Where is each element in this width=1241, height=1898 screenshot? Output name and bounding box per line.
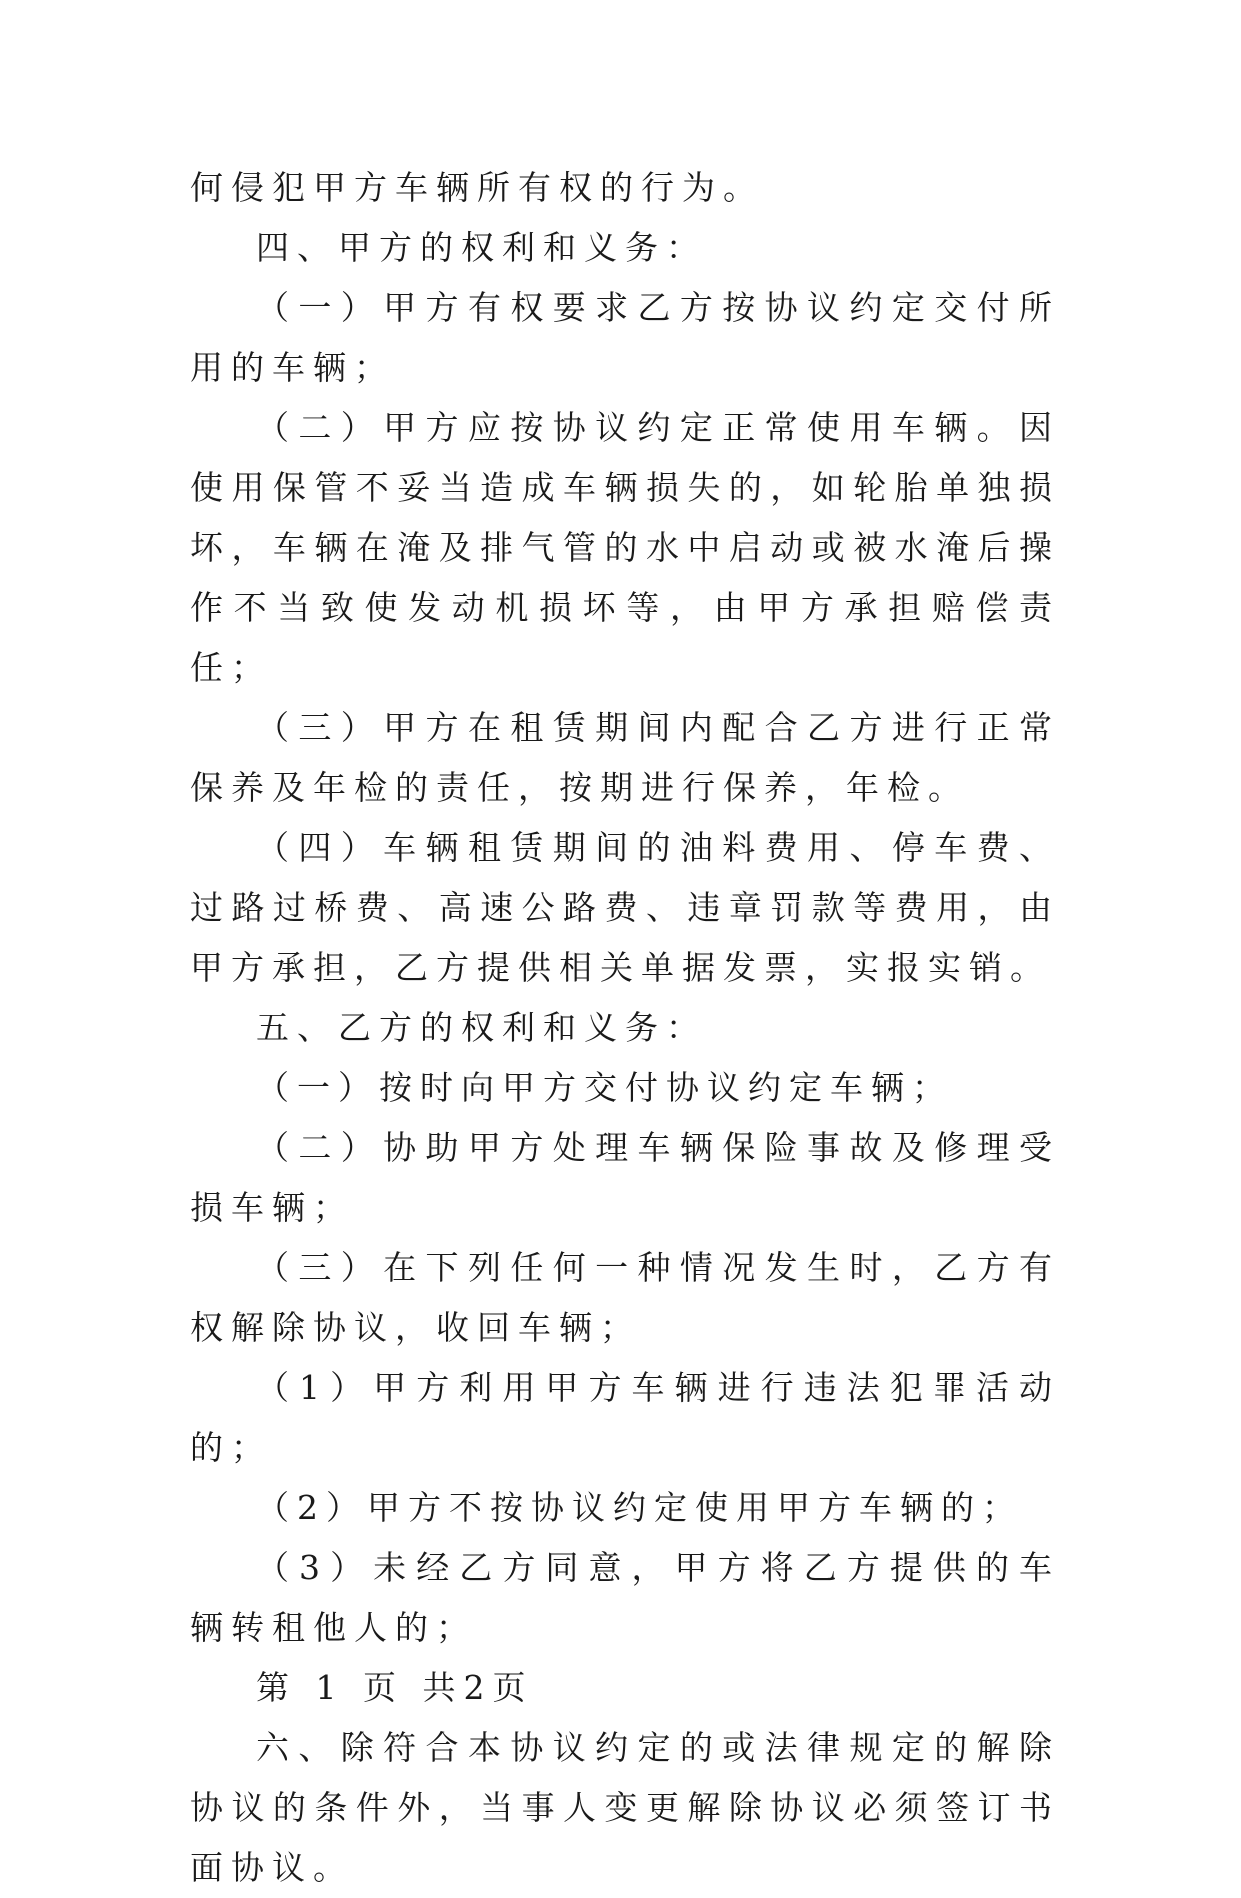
paragraph-sub-clause: （3）未经乙方同意，甲方将乙方提供的车辆转租他人的； xyxy=(190,1548,1060,1647)
paragraph-clause: （四）车辆租赁期间的油料费用、停车费、过路过桥费、高速公路费、违章罚款等费用，由甲方承担，乙方提供相关单据发票，实报实销。 xyxy=(190,828,1060,987)
paragraph-clause: （二）协助甲方处理车辆保险事故及修理受损车辆； xyxy=(190,1128,1060,1227)
paragraph-sub-clause: （1）甲方利用甲方车辆进行违法犯罪活动的； xyxy=(190,1368,1060,1467)
page-number-footer: 第 1 页 共2页 xyxy=(256,1668,534,1707)
document-body xyxy=(190,158,1060,1898)
paragraph-sub-clause: （2）甲方不按协议约定使用甲方车辆的； xyxy=(256,1488,1023,1527)
paragraph-continuation: 何侵犯甲方车辆所有权的行为。 xyxy=(190,168,764,207)
paragraph-clause: （三）在下列任何一种情况发生时，乙方有权解除协议，收回车辆； xyxy=(190,1248,1060,1347)
paragraph-clause: （一）甲方有权要求乙方按协议约定交付所用的车辆； xyxy=(190,288,1060,387)
section-heading-four: 四、甲方的权利和义务： xyxy=(256,228,707,267)
paragraph-clause: （三）甲方在租赁期间内配合乙方进行正常保养及年检的责任，按期进行保养，年检。 xyxy=(190,708,1060,807)
section-heading-five: 五、乙方的权利和义务： xyxy=(256,1008,707,1047)
section-heading-six: 六、除符合本协议约定的或法律规定的解除协议的条件外，当事人变更解除协议必须签订书面协议。 xyxy=(190,1728,1060,1887)
paragraph-clause: （一）按时向甲方交付协议约定车辆； xyxy=(256,1068,953,1107)
paragraph-clause: （二）甲方应按协议约定正常使用车辆。因使用保管不妥当造成车辆损失的，如轮胎单独损坏，车辆在淹及排气管的水中启动或被水淹后操作不当致使发动机损坏等，由甲方承担赔偿责任； xyxy=(190,408,1060,687)
